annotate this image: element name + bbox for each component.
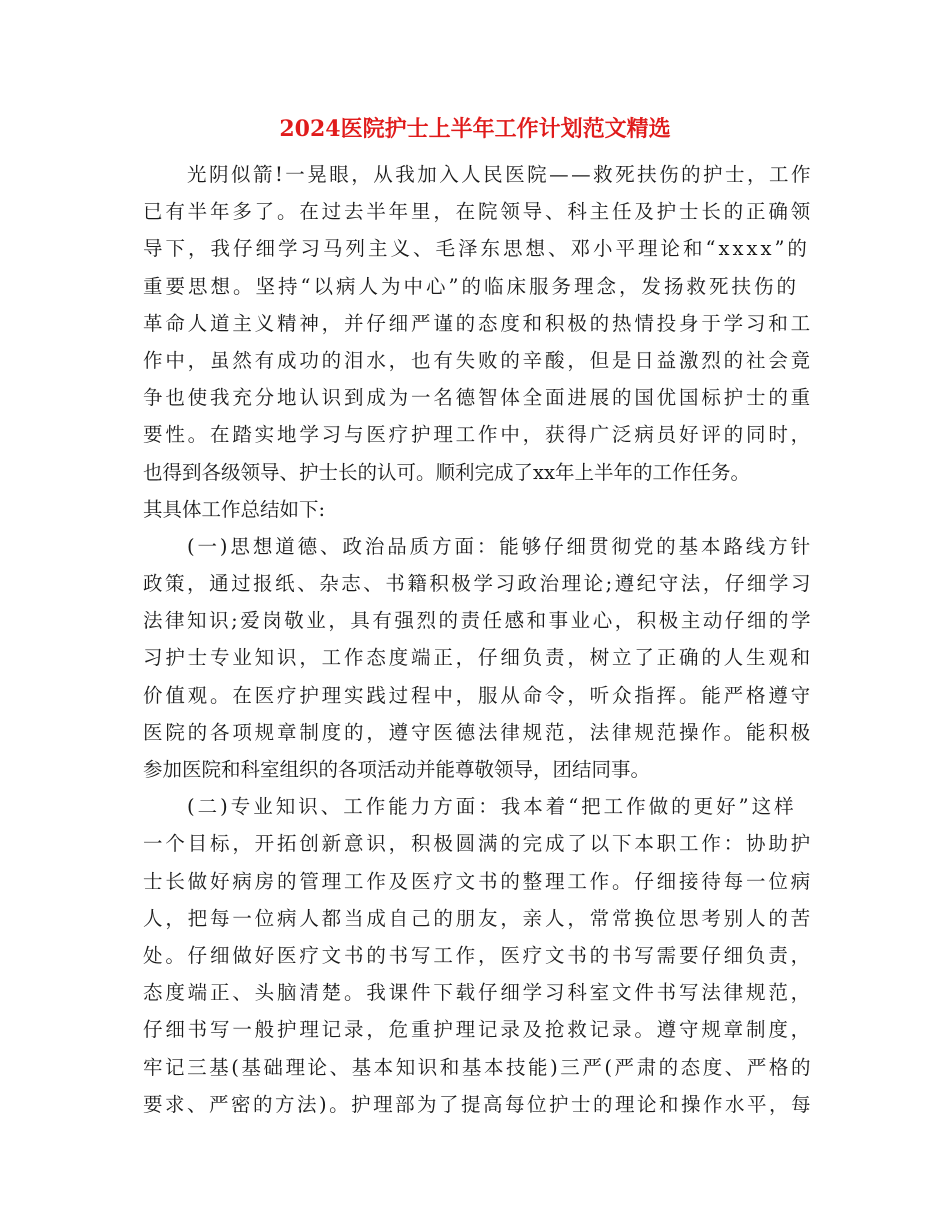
- body-line: 处。仔细做好医疗文书的书写工作，医疗文书的书写需要仔细负责，: [143, 943, 813, 967]
- body-line: 革命人道主义精神，并仔细严谨的态度和积极的热情投身于学习和工: [143, 311, 813, 335]
- body-line: 牢记三基(基础理论、基本知识和基本技能)三严(严肃的态度、严格的: [143, 1055, 813, 1079]
- body-line: 争也使我充分地认识到成为一名德智体全面进展的国优国标护士的重: [143, 386, 813, 410]
- body-line: 也得到各级领导、护士长的认可。顺利完成了xx年上半年的工作任务。: [143, 460, 750, 484]
- document-title: 2024医院护士上半年工作计划范文精选: [279, 116, 671, 142]
- body-line: 重要思想。坚持“以病人为中心”的临床服务理念，发扬救死扶伤的: [143, 274, 799, 298]
- body-line: 导下，我仔细学习马列主义、毛泽东思想、邓小平理论和“xxxx”的: [143, 237, 810, 261]
- body-line: 已有半年多了。在过去半年里，在院领导、科主任及护士长的正确领: [143, 200, 813, 224]
- body-line: 光阴似箭!一晃眼，从我加入人民医院——救死扶伤的护士，工作: [187, 163, 813, 186]
- body-line: 参加医院和科室组织的各项活动并能尊敬领导，团结同事。: [143, 758, 651, 781]
- document-body: [143, 156, 813, 1123]
- body-line: 要求、严密的方法)。护理部为了提高每位护士的理论和操作水平，每: [143, 1092, 813, 1116]
- body-line: 习护士专业知识，工作态度端正，仔细负责，树立了正确的人生观和: [143, 646, 813, 670]
- body-line: 其具体工作总结如下:: [143, 497, 326, 521]
- body-line: 一个目标，开拓创新意识，积极圆满的完成了以下本职工作：协助护: [143, 832, 813, 856]
- body-line: 政策，通过报纸、杂志、书籍积极学习政治理论;遵纪守法，仔细学习: [143, 572, 813, 596]
- body-line: 士长做好病房的管理工作及医疗文书的整理工作。仔细接待每一位病: [143, 869, 813, 893]
- body-line: 价值观。在医疗护理实践过程中，服从命令，听众指挥。能严格遵守: [143, 683, 813, 707]
- body-line: 人，把每一位病人都当成自己的朋友，亲人，常常换位思考别人的苦: [143, 906, 813, 930]
- body-line: 医院的各项规章制度的，遵守医德法律规范，法律规范操作。能积极: [143, 720, 813, 744]
- body-line: (二)专业知识、工作能力方面：我本着“把工作做的更好”这样: [187, 795, 797, 819]
- body-line: 态度端正、头脑清楚。我课件下载仔细学习科室文件书写法律规范，: [143, 981, 813, 1005]
- body-line: 法律知识;爱岗敬业，具有强烈的责任感和事业心，积极主动仔细的学: [143, 609, 813, 633]
- body-line: 作中，虽然有成功的泪水，也有失败的辛酸，但是日益激烈的社会竟: [143, 348, 813, 372]
- body-line: 要性。在踏实地学习与医疗护理工作中，获得广泛病员好评的同时，: [143, 423, 813, 447]
- body-line: 仔细书写一般护理记录，危重护理记录及抢救记录。遵守规章制度，: [143, 1018, 813, 1042]
- body-line: (一)思想道德、政治品质方面：能够仔细贯彻党的基本路线方针: [187, 534, 813, 558]
